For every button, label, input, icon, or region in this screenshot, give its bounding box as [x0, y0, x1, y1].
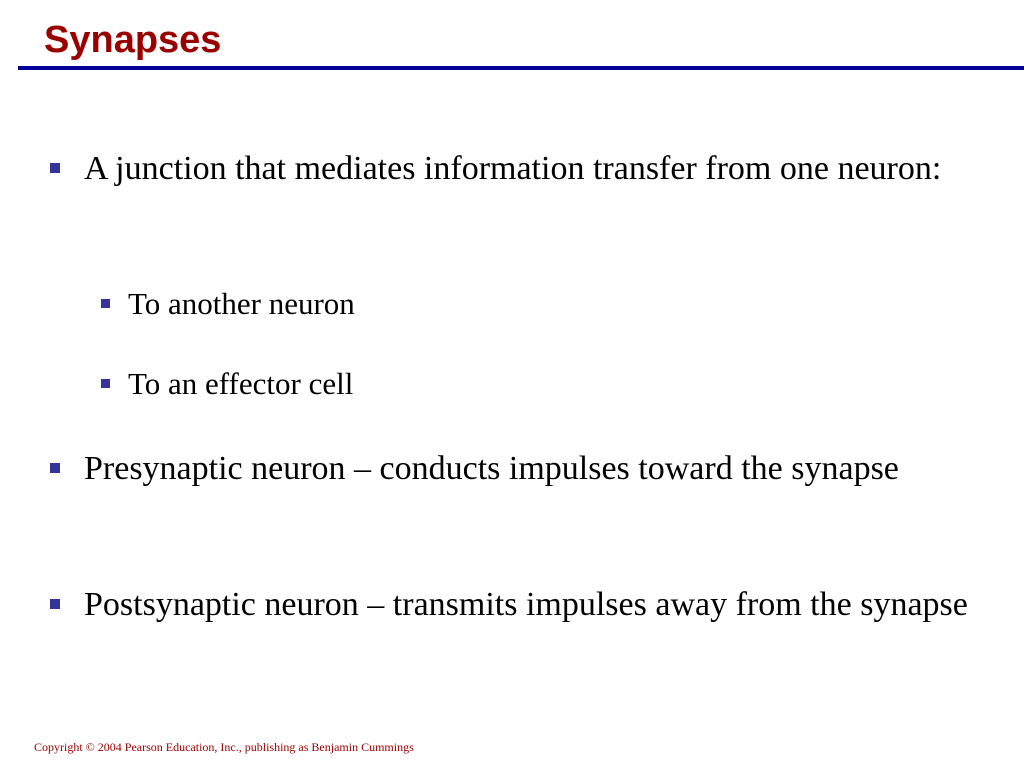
bullet-item: [84, 145, 984, 193]
bullet-item: [84, 445, 984, 493]
copyright-footer: Copyright © 2004 Pearson Education, Inc., publishing as Benjamin Cummings: [34, 740, 414, 754]
square-bullet-icon: [50, 599, 60, 609]
bullet-text: Postsynaptic neuron – transmits impulses away from the synapse: [84, 586, 968, 623]
sub-bullet-item: [128, 284, 928, 324]
slide-title: Synapses: [44, 19, 222, 61]
square-bullet-icon: [101, 299, 110, 308]
sub-bullet-item: [128, 364, 928, 404]
sub-bullet-text: To another neuron: [128, 286, 355, 321]
bullet-text: Presynaptic neuron – conducts impulses toward the synapse: [84, 450, 899, 487]
square-bullet-icon: [101, 379, 110, 388]
bullet-text: A junction that mediates information transfer from one neuron:: [84, 150, 942, 187]
bullet-item: [84, 581, 984, 629]
square-bullet-icon: [50, 463, 60, 473]
sub-bullet-text: To an effector cell: [128, 366, 354, 401]
square-bullet-icon: [50, 163, 60, 173]
